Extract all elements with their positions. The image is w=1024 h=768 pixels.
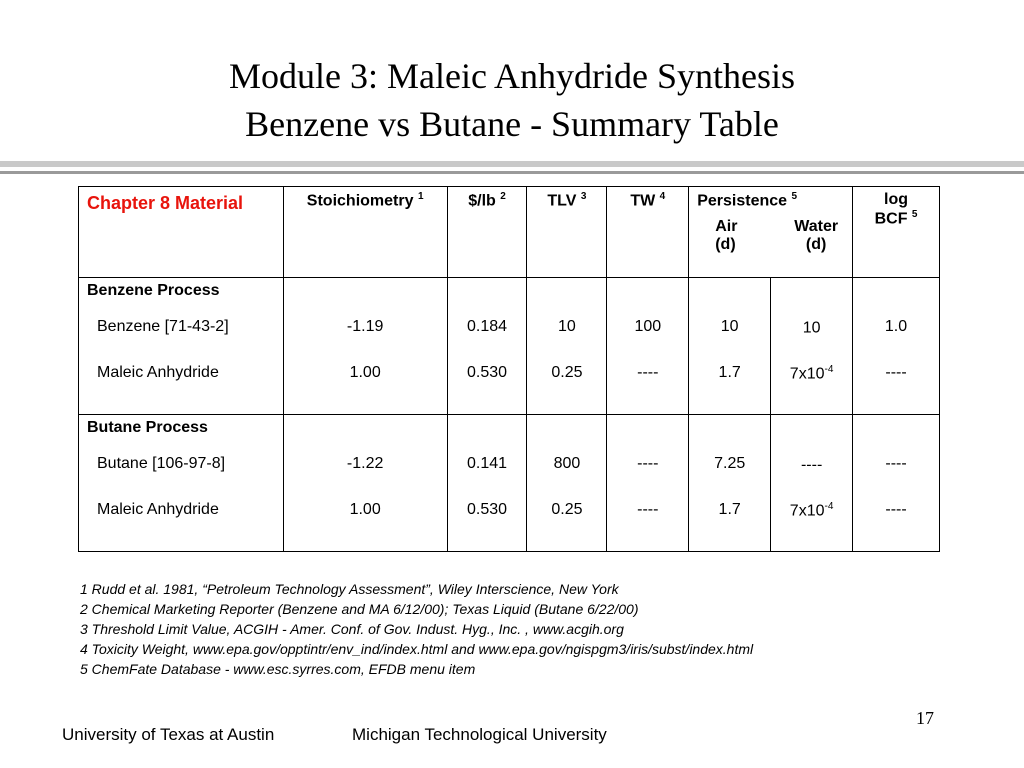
price-cell: 0.184 [447, 318, 527, 364]
price-cell: 0.530 [447, 364, 527, 415]
footnote-5: 5 ChemFate Database - www.esc.syrres.com, EFDB menu item [80, 661, 476, 677]
slide-title [0, 52, 1024, 148]
bcf-cell: 1.0 [853, 318, 940, 364]
table-row [79, 455, 940, 501]
footnote-1: 1 Rudd et al. 1981, “Petroleum Technology Assessment”, Wiley Interscience, New York [80, 581, 619, 597]
stoich-cell: 1.00 [283, 364, 447, 415]
header-price: $/lb $^2$ [447, 187, 527, 278]
air-cell: 1.7 [689, 501, 771, 552]
footer-ut-austin: University of Texas at Austin [62, 725, 275, 744]
stoich-cell: 1.00 [283, 501, 447, 552]
material-cell: Maleic Anhydride [79, 364, 284, 415]
air-cell: 10 [689, 318, 771, 364]
footnote-4: 4 Toxicity Weight, www.epa.gov/opptintr/env_ind/index.html and www.epa.gov/ngispgm3/iris/subst/index.html [80, 641, 754, 657]
water-cell: ---- [771, 455, 853, 501]
table-row [79, 364, 940, 415]
tw-cell: ---- [607, 364, 689, 415]
page-number: 17 [916, 708, 934, 728]
header-log-bcf: log BCF $^5$ [853, 187, 940, 278]
group-label: Benzene Process [79, 278, 284, 319]
bcf-cell: ---- [853, 501, 940, 552]
table-row [79, 318, 940, 364]
bcf-cell: ---- [853, 455, 940, 501]
group-row-benzene [79, 278, 940, 319]
header-tlv: TLV $^3$ [527, 187, 607, 278]
water-cell: $7x10^{-4}$ [771, 364, 853, 415]
header-persistence: Persistence $^5$ Air (d) Water (d) [689, 187, 853, 278]
water-cell: $7x10^{-4}$ [771, 501, 853, 552]
tw-cell: ---- [607, 455, 689, 501]
header-water: Water (d) [794, 218, 839, 254]
footnote-2: 2 Chemical Marketing Reporter (Benzene and MA 6/12/00); Texas Liquid (Butane 6/22/00) [80, 601, 639, 617]
tw-cell: 100 [607, 318, 689, 364]
table-header-row [79, 187, 940, 278]
title-line-2: Benzene vs Butane - Summary Table [245, 104, 779, 144]
tlv-cell: 0.25 [527, 364, 607, 415]
water-cell: 10 [771, 318, 853, 364]
tlv-cell: 10 [527, 318, 607, 364]
footnotes [80, 579, 753, 679]
stoich-cell: -1.22 [283, 455, 447, 501]
tlv-cell: 800 [527, 455, 607, 501]
material-cell: Benzene [71-43-2] [79, 318, 284, 364]
table-row [79, 501, 940, 552]
price-cell: 0.530 [447, 501, 527, 552]
header-tw: TW $^4$ [607, 187, 689, 278]
bcf-cell: ---- [853, 364, 940, 415]
stoich-cell: -1.19 [283, 318, 447, 364]
air-cell: 1.7 [689, 364, 771, 415]
material-cell: Butane [106-97-8] [79, 455, 284, 501]
summary-table [78, 186, 940, 552]
footnote-3: 3 Threshold Limit Value, ACGIH - Amer. Conf. of Gov. Indust. Hyg., Inc. , www.acgih.org [80, 621, 624, 637]
tw-cell: ---- [607, 501, 689, 552]
tlv-cell: 0.25 [527, 501, 607, 552]
header-air: Air (d) [715, 218, 738, 254]
footer-michigan-tech: Michigan Technological University [352, 725, 607, 744]
price-cell: 0.141 [447, 455, 527, 501]
air-cell: 7.25 [689, 455, 771, 501]
header-chapter-material: Chapter 8 Material [79, 187, 284, 278]
group-row-butane [79, 415, 940, 456]
title-line-1: Module 3: Maleic Anhydride Synthesis [229, 56, 795, 96]
title-divider-light [0, 161, 1024, 167]
group-label: Butane Process [79, 415, 284, 456]
material-cell: Maleic Anhydride [79, 501, 284, 552]
header-stoichiometry: Stoichiometry $^1$ [283, 187, 447, 278]
title-divider-dark [0, 171, 1024, 174]
